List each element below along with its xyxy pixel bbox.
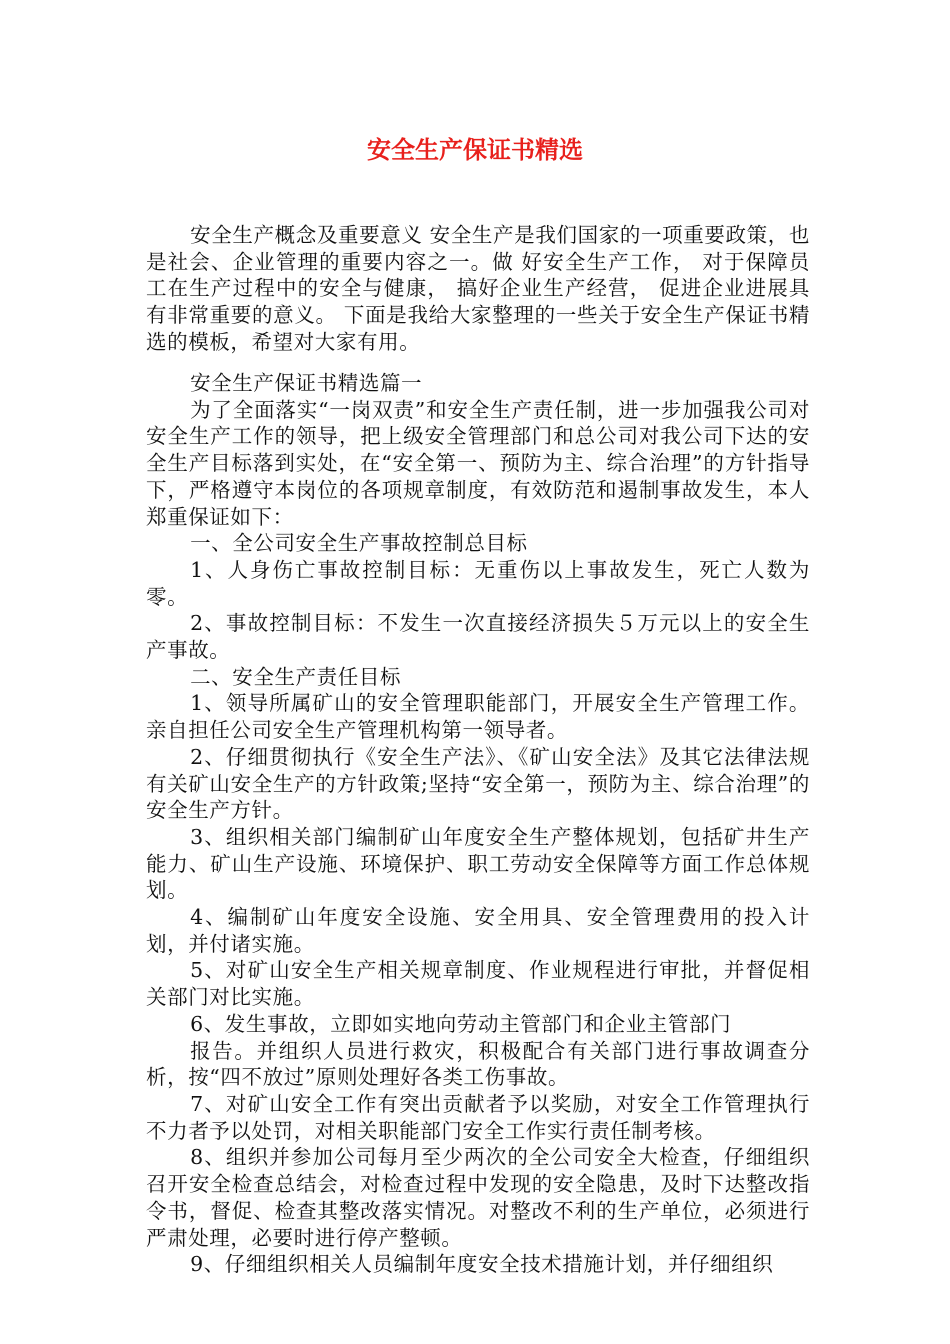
intro-paragraph: 安全生产概念及重要意义 安全生产是我们国家的一项重要政策，也是社会、企业管理的重要内容之一。做 好安全生产工作， 对于保障员工在生产过程中的安全与健康， 搞好企业生产经营， 促进企业进展具有非常重要的意义。 下面是我给大家整理的一些关于安全生产保证书精选的模板，希望对大家有用。	[146, 223, 810, 354]
heading-responsibility-targets: 二、安全生产责任目标	[190, 664, 402, 689]
preamble-paragraph: 为了全面落实“一岗双责”和安全生产责任制，进一步加强我公司对安全生产工作的领导，把上级安全管理部门和总公司对我公司下达的安全生产目标落到实处，在“安全第一、预防为主、综合治理”的方针指导下，严格遵守本岗位的各项规章制度，有效防范和遏制事故发生，本人郑重保证如下：	[146, 397, 810, 529]
list-item: 9、仔细组织相关人员编制年度安全技术措施计划，并仔细组织	[190, 1252, 774, 1277]
list-item: 6、发生事故，立即如实地向劳动主管部门和企业主管部门	[190, 1011, 732, 1036]
list-item: 5、对矿山安全生产相关规章制度、作业规程进行审批，并督促相关部门对比实施。	[146, 958, 810, 1010]
main-section	[146, 370, 810, 1278]
list-item-continuation: 报告。并组织人员进行救灾，积极配合有关部门进行事故调查分析，按“四不放过”原则处理好各类工伤事故。	[146, 1038, 810, 1090]
intro-section	[146, 222, 810, 356]
list-item: 8、组织并参加公司每月至少两次的全公司安全大检查，仔细组织召开安全检查总结会，对检查过程中发现的安全隐患，及时下达整改指令书，督促、检查其整改落实情况。对整改不利的生产单位，必须进行严肃处理，必要时进行停产整顿。	[146, 1145, 810, 1250]
heading-control-targets: 一、全公司安全生产事故控制总目标	[190, 531, 528, 556]
list-item: 1、人身伤亡事故控制目标：无重伤以上事故发生，死亡人数为零。	[146, 557, 810, 609]
list-item: 7、对矿山安全工作有突出贡献者予以奖励，对安全工作管理执行不力者予以处罚，对相关职能部门安全工作实行责任制考核。	[146, 1091, 810, 1143]
list-item: 3、组织相关部门编制矿山年度安全生产整体规划，包括矿井生产能力、矿山生产设施、环境保护、职工劳动安全保障等方面工作总体规划。	[146, 824, 810, 903]
list-item: 2、仔细贯彻执行《安全生产法》、《矿山安全法》及其它法律法规有关矿山安全生产的方针政策;坚持“安全第一，预防为主、综合治理”的安全生产方针。	[146, 744, 810, 823]
document-title: 安全生产保证书精选	[367, 136, 583, 164]
list-item: 1、领导所属矿山的安全管理职能部门，开展安全生产管理工作。亲自担任公司安全生产管理机构第一领导者。	[146, 691, 810, 743]
list-item: 4、编制矿山年度安全设施、安全用具、安全管理费用的投入计划，并付诸实施。	[146, 905, 810, 956]
list-item: 2、事故控制目标：不发生一次直接经济损失５万元以上的安全生产事故。	[146, 611, 810, 663]
section-heading-part-one: 安全生产保证书精选篇一	[190, 371, 423, 395]
